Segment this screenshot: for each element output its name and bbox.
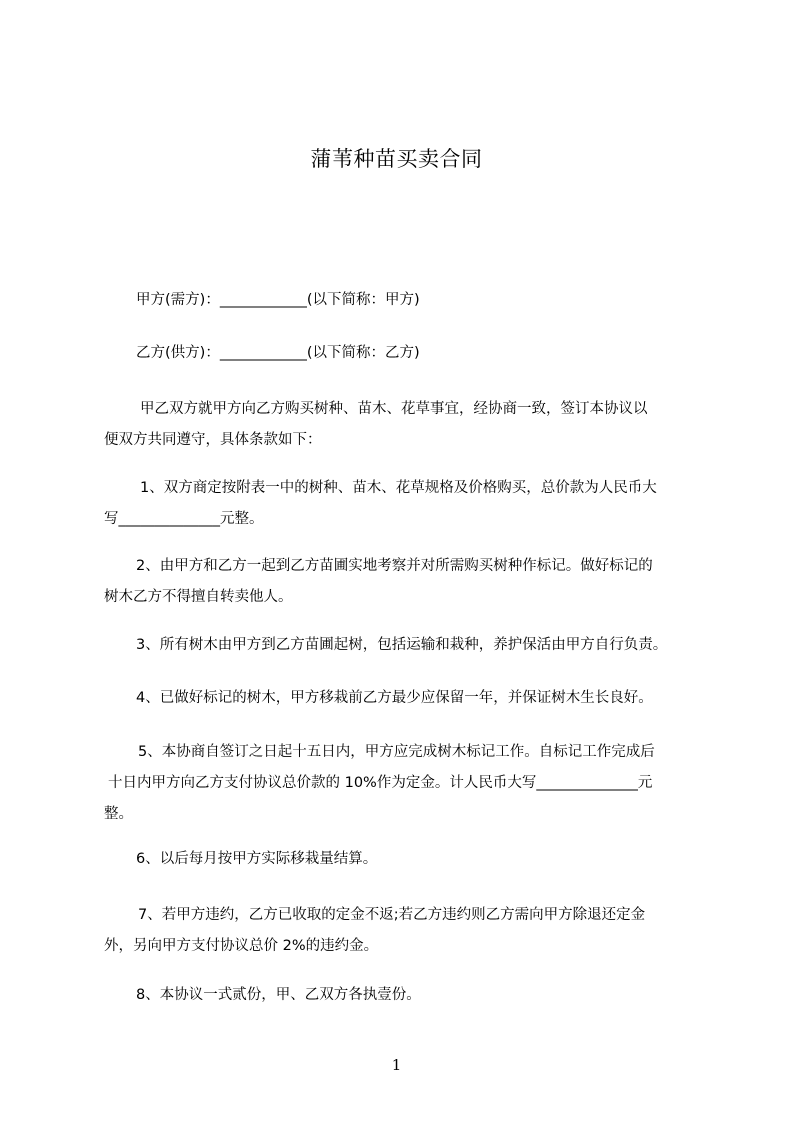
intro-paragraph xyxy=(104,394,714,456)
clause-2-line-2: 树木乙方不得擅自转卖他人。 xyxy=(104,589,293,605)
clause-7 xyxy=(104,900,714,962)
clause-6 xyxy=(104,844,714,875)
clause-5-line-2: 十日内甲方向乙方支付协议总价款的 10%作为定金。计人民币大写______________元 xyxy=(108,775,653,791)
clause-1 xyxy=(104,473,714,535)
party-b-line: 乙方(供方)：____________(以下简称：乙方) xyxy=(136,345,420,361)
clause-1-line-2: 写______________元整。 xyxy=(104,511,264,527)
clause-7-line-1: 7、若甲方违约，乙方已收取的定金不返;若乙方违约则乙方需向甲方除退还定金 xyxy=(138,907,646,923)
clause-4 xyxy=(104,683,714,714)
clause-5-line-3: 整。 xyxy=(104,806,133,822)
document-title: 蒲苇种苗买卖合同 xyxy=(310,147,483,171)
clause-7-line-2: 外，另向甲方支付协议总价 2%的违约金。 xyxy=(104,938,379,954)
clause-3-line-1: 3、所有树木由甲方到乙方苗圃起树，包括运输和栽种，养护保活由甲方自行负责。 xyxy=(136,637,668,653)
clause-2 xyxy=(104,551,714,613)
clause-1-line-1: 1、双方商定按附表一中的树种、苗木、花草规格及价格购买，总价款为人民币大 xyxy=(140,480,657,496)
clause-6-line-1: 6、以后每月按甲方实际移栽量结算。 xyxy=(136,851,378,867)
page-number: 1 xyxy=(391,1056,402,1074)
clause-4-line-1: 4、已做好标记的树木，甲方移栽前乙方最少应保留一年，并保证树木生长良好。 xyxy=(136,690,653,706)
party-a-line: 甲方(需方)：____________(以下简称：甲方) xyxy=(136,292,420,308)
intro-line-2: 便双方共同遵守，具体条款如下： xyxy=(104,432,322,448)
clause-8 xyxy=(104,980,714,1011)
intro-line-1: 甲乙双方就甲方向乙方购买树种、苗木、花草事宜，经协商一致，签订本协议以 xyxy=(140,401,648,417)
clause-8-line-1: 8、本协议一式贰份，甲、乙双方各执壹份。 xyxy=(136,987,421,1003)
clause-3 xyxy=(104,630,714,661)
clause-2-line-1: 2、由甲方和乙方一起到乙方苗圃实地考察并对所需购买树种作标记。做好标记的 xyxy=(136,558,653,574)
clause-5-line-1: 5、本协商自签订之日起十五日内，甲方应完成树木标记工作。自标记工作完成后 xyxy=(138,744,655,760)
clause-5 xyxy=(104,737,714,830)
